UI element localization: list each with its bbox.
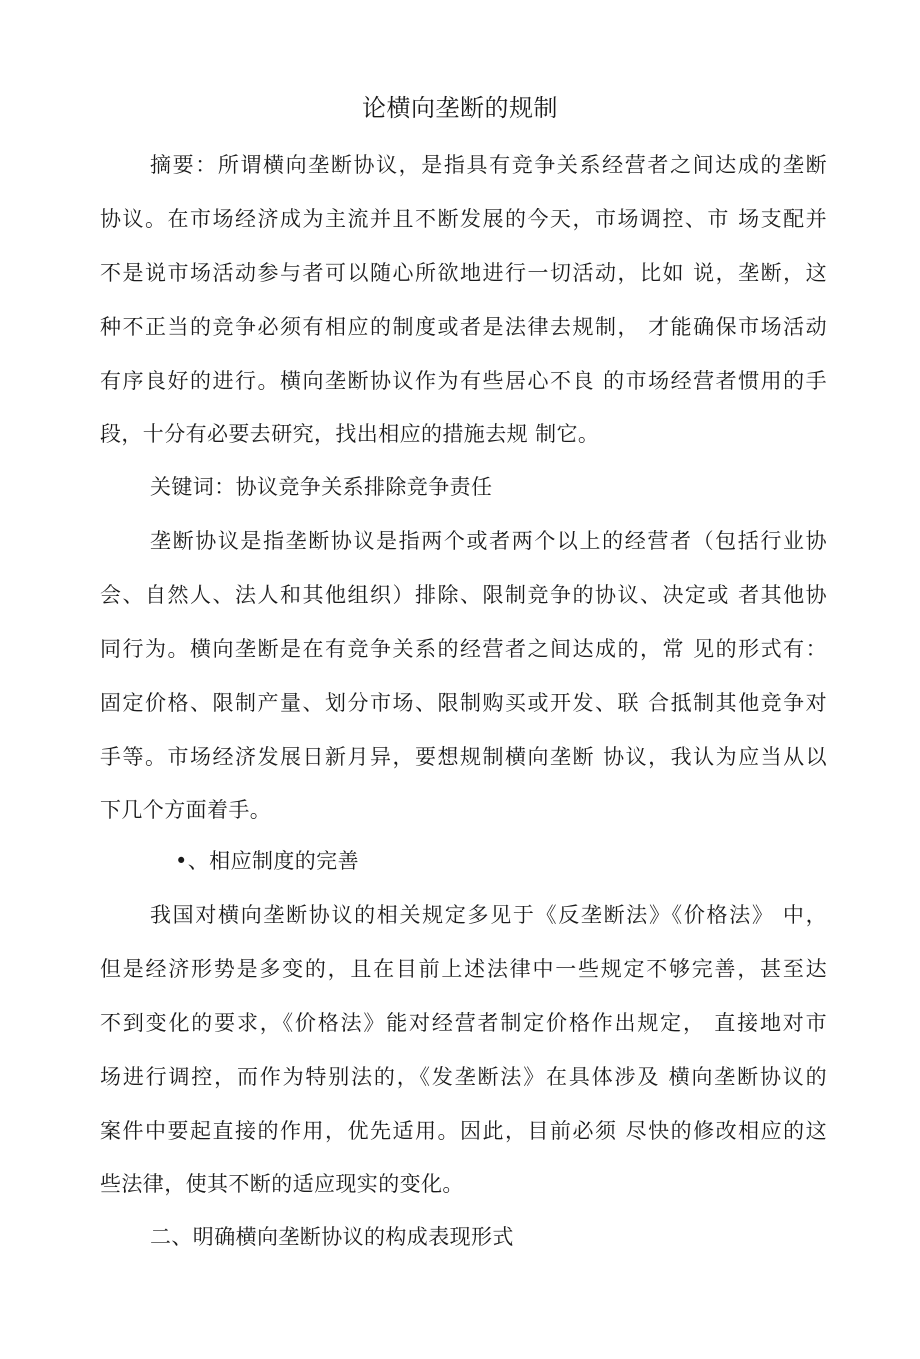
paragraph-line: 场进行调控，而作为特别法的，《发垄断法》在具体涉及 横向垄断协议的 [100, 1065, 827, 1089]
paragraph-line: 些法律，使其不断的适应现实的变化。 [100, 1172, 464, 1196]
paragraph-line: 二、明确横向垄断协议的构成表现形式 [150, 1225, 514, 1249]
paragraph-line: •、相应制度的完善 [175, 849, 359, 873]
paragraph-line: 我国对横向垄断协议的相关规定多见于《反垄断法》《价格法》 中， [150, 903, 827, 927]
paragraph-line: 有序良好的进行。横向垄断协议作为有些居心不良 的市场经营者惯用的手 [100, 369, 827, 393]
paragraph-line: 会、自然人、法人和其他组织）排除、限制竞争的协议、决定或 者其他协 [100, 583, 827, 607]
paragraph-line: 下几个方面着手。 [100, 798, 272, 822]
paragraph-line: 协议。在市场经济成为主流并且不断发展的今天，市场调控、市 场支配并 [100, 207, 827, 231]
paragraph-line: 但是经济形势是多变的，且在目前上述法律中一些规定不够完善，甚至达 [100, 957, 827, 981]
paragraph-line: 案件中要起直接的作用，优先适用。因此，目前必须 尽快的修改相应的这 [100, 1119, 827, 1143]
paragraph-line: 关键词：协议竞争关系排除竞争责任 [150, 475, 493, 499]
paragraph-line: 摘要：所谓横向垄断协议，是指具有竞争关系经营者之间达成的垄断 [150, 153, 827, 177]
paragraph-line: 种不正当的竞争必须有相应的制度或者是法律去规制， 才能确保市场活动 [100, 315, 827, 339]
document-title: 论横向垄断的规制 [362, 94, 558, 122]
paragraph-line: 不到变化的要求，《价格法》能对经营者制定价格作出规定， 直接地对市 [100, 1011, 827, 1035]
paragraph-line: 不是说市场活动参与者可以随心所欲地进行一切活动，比如 说，垄断，这 [100, 261, 827, 285]
paragraph-line: 同行为。横向垄断是在有竞争关系的经营者之间达成的，常 见的形式有： [100, 637, 827, 661]
paragraph-line: 垄断协议是指垄断协议是指两个或者两个以上的经营者（包括行业协 [150, 529, 827, 553]
paragraph-line: 段，十分有必要去研究，找出相应的措施去规 制它。 [100, 422, 600, 446]
paragraph-line: 固定价格、限制产量、划分市场、限制购买或开发、联 合抵制其他竞争对 [100, 691, 827, 715]
paragraph-line: 手等。市场经济发展日新月异，要想规制横向垄断 协议，我认为应当从以 [100, 745, 827, 769]
